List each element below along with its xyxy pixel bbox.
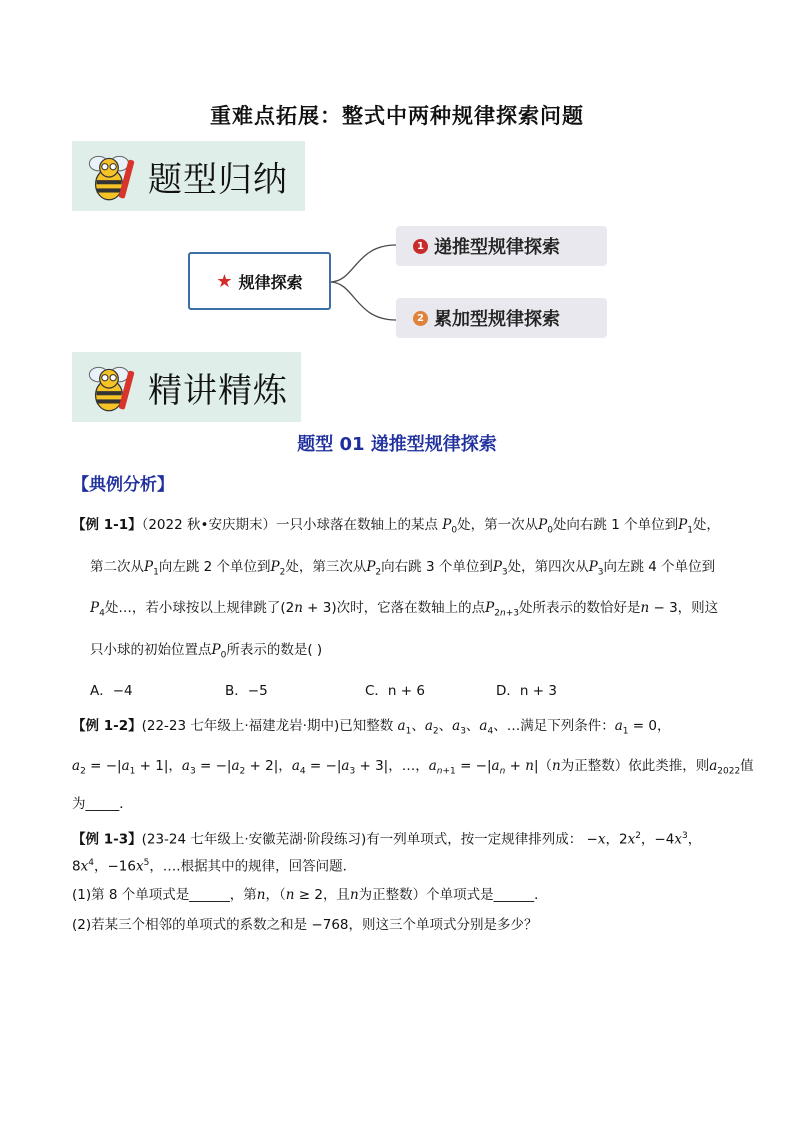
ex3-question-2: (2)若某三个相邻的单项式的系数之和是 −768，则这三个单项式分别是多少？ [72, 917, 538, 933]
bee-pencil-icon [78, 356, 140, 418]
ex1-option-a: A．−4 [90, 683, 133, 699]
ex3-line1: 【例 1-3】(23-24 七年级上·安徽芜湖·阶段练习)有一列单项式，按一定规律排列成： −x，$2x^2$，$-4x^3$， [72, 831, 702, 848]
mindmap-connectors [330, 240, 400, 330]
ex2-tag: 【例 1-2】 [72, 718, 142, 734]
analysis-label: 【典例分析】 [72, 475, 174, 495]
ex3-tag: 【例 1-3】 [72, 831, 142, 848]
ex1-tag: 【例 1-1】 [72, 517, 142, 533]
star-icon: ★ [216, 270, 233, 292]
bee-pencil-icon [78, 145, 140, 207]
number-badge-icon: 1 [413, 239, 428, 254]
page-title: 重难点拓展：整式中两种规律探索问题 [210, 104, 584, 128]
banner-lecture [72, 352, 301, 422]
ex1-line4: 只小球的初始位置点$P_0$所表示的数是( ) [90, 642, 323, 661]
ex3-source: (23-24 七年级上·安徽芜湖·阶段练习) [141, 831, 367, 848]
branch-label: 递推型规律探索 [434, 237, 560, 258]
banner-types-label: 题型归纳 [148, 159, 288, 200]
ex3-line2: $8x^4$，$-16x^5$，….根据其中的规律，回答问题． [72, 858, 357, 875]
section-title: 题型 01 递推型规律探索 [297, 434, 497, 455]
ex3-question-1: (1)第 8 个单项式是______，第n，（n ≥ 2，且n为正整数）个单项式是______． [72, 887, 548, 903]
ex2-line1: 【例 1-2】(22-23 七年级上·福建龙岩·期中)已知整数 $a_1$、$a_2$、$a_3$、$a_4$、…满足下列条件：$a_1 = 0$， [72, 718, 671, 737]
ex2-source: (22-23 七年级上·福建龙岩·期中) [141, 718, 340, 734]
ex1-line1: 【例 1-1】（2022 秋•安庆期末）一只小球落在数轴上的某点 $P_0$处，第一次从$P_0$处向右跳 1 个单位到$P_1$处， [72, 517, 720, 536]
ex1-source: （2022 秋•安庆期末） [141, 517, 276, 533]
banner-lecture-label: 精讲精炼 [148, 370, 288, 411]
banner-types [72, 141, 305, 211]
ex1-option-d: D．n + 3 [496, 683, 557, 699]
ex1-option-c: C．n + 6 [365, 683, 425, 699]
ex1-option-b: B．−5 [225, 683, 268, 699]
ex2-line2: $a_2 = -|a_1 + 1|$，$a_3 = -|a_2 + 2|$，$a_4 = -|a_3 + 3|$，…，$a_{n+1} = -|a_n + n|(n$为正整数）依此类推，则$a_{2022}$值 [72, 758, 754, 777]
mindmap-center-label: 规律探索 [238, 272, 303, 292]
mindmap-center [188, 252, 331, 310]
ex2-line3: 为_____． [72, 796, 133, 812]
ex1-line2: 第二次从$P_1$向左跳 2 个单位到$P_2$处，第三次从$P_2$向右跳 3 个单位到$P_3$处，第四次从$P_3$向左跳 4 个单位到 [90, 559, 716, 578]
mindmap-branch-2 [396, 298, 607, 338]
branch-label: 累加型规律探索 [434, 309, 560, 330]
number-badge-icon: 2 [413, 311, 428, 326]
mindmap-branch-1 [396, 226, 607, 266]
ex1-line3: $P_4$处…，若小球按以上规律跳了(2n + 3)次时，它落在数轴上的点$P_{2n+3}$处所表示的数恰好是n − 3，则这 [90, 600, 719, 619]
